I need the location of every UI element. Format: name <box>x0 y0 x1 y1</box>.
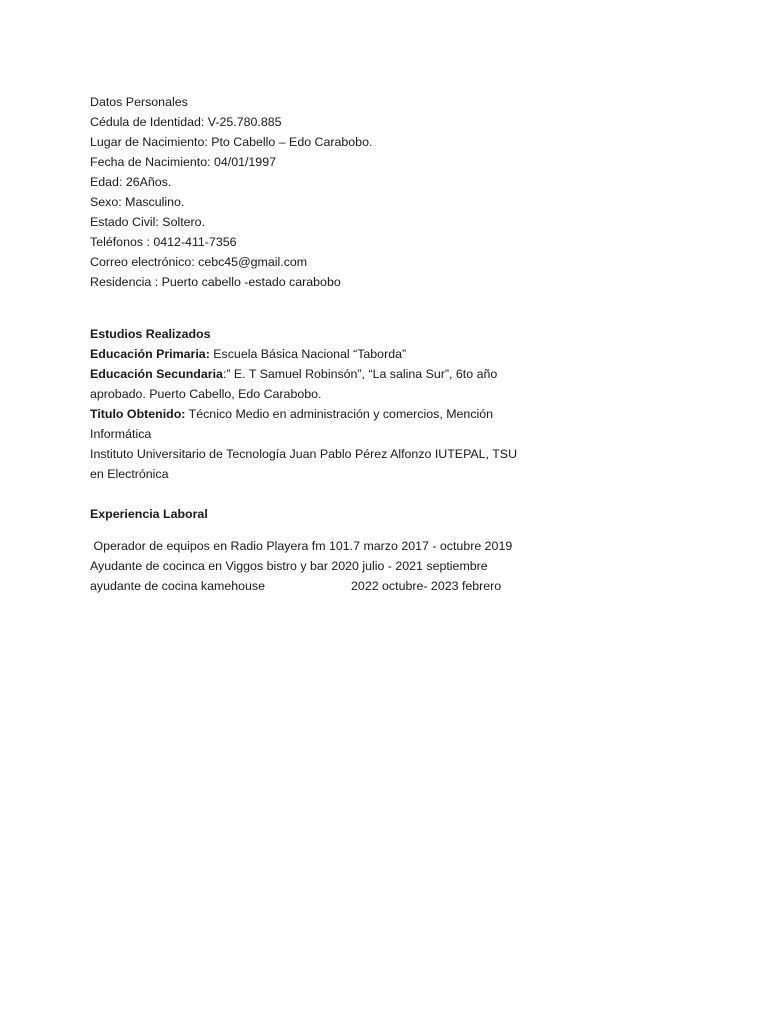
document-page <box>90 92 530 596</box>
phone-line: Teléfonos : 0412-411-7356 <box>90 235 237 249</box>
secondary-education <box>90 364 522 404</box>
secondary-education-value: :” E. T Samuel Robinsón”, “La salina Sur”, 6to año aprobado. Puerto Cabello, Edo Carabobo. <box>90 367 498 401</box>
degree-obtained <box>90 404 522 444</box>
email-line: Correo electrónico: cebc45@gmail.com <box>90 255 308 269</box>
primary-education <box>90 344 530 364</box>
degree-obtained-label: Titulo Obtenido: <box>90 407 186 421</box>
primary-education-value: Escuela Básica Nacional “Taborda” <box>209 347 407 361</box>
section-spacer <box>90 484 530 504</box>
section-spacer <box>90 524 530 536</box>
cedula-line: Cédula de Identidad: V-25.780.885 <box>90 115 282 129</box>
experience-heading: Experiencia Laboral <box>90 507 208 521</box>
birthdate-line: Fecha de Nacimiento: 04/01/1997 <box>90 155 276 169</box>
birthplace-line: Lugar de Nacimiento: Pto Cabello – Edo Carabobo. <box>90 135 373 149</box>
degree-obtained-value: Técnico Medio en administración y comercios, Mención Informática <box>90 407 494 441</box>
marital-status-line: Estado Civil: Soltero. <box>90 215 206 229</box>
primary-education-label: Educación Primaria: <box>90 347 210 361</box>
secondary-education-label: Educación Secundaria <box>90 367 223 381</box>
residence-line: Residencia : Puerto cabello -estado carabobo <box>90 275 341 289</box>
sex-line: Sexo: Masculino. <box>90 195 185 209</box>
experience-item: Operador de equipos en Radio Playera fm 101.7 marzo 2017 - octubre 2019 <box>90 539 513 553</box>
section-spacer <box>90 292 530 324</box>
studies-heading: Estudios Realizados <box>90 327 211 341</box>
age-line: Edad: 26Años. <box>90 175 172 189</box>
personal-heading: Datos Personales <box>90 95 188 109</box>
experience-item: ayudante de cocina kamehouse 2022 octubre- 2023 febrero <box>90 579 502 593</box>
experience-item: Ayudante de cocinca en Viggos bistro y bar 2020 julio - 2021 septiembre <box>90 559 488 573</box>
institute-line: Instituto Universitario de Tecnología Juan Pablo Pérez Alfonzo IUTEPAL, TSU en Electrónica <box>90 447 518 481</box>
